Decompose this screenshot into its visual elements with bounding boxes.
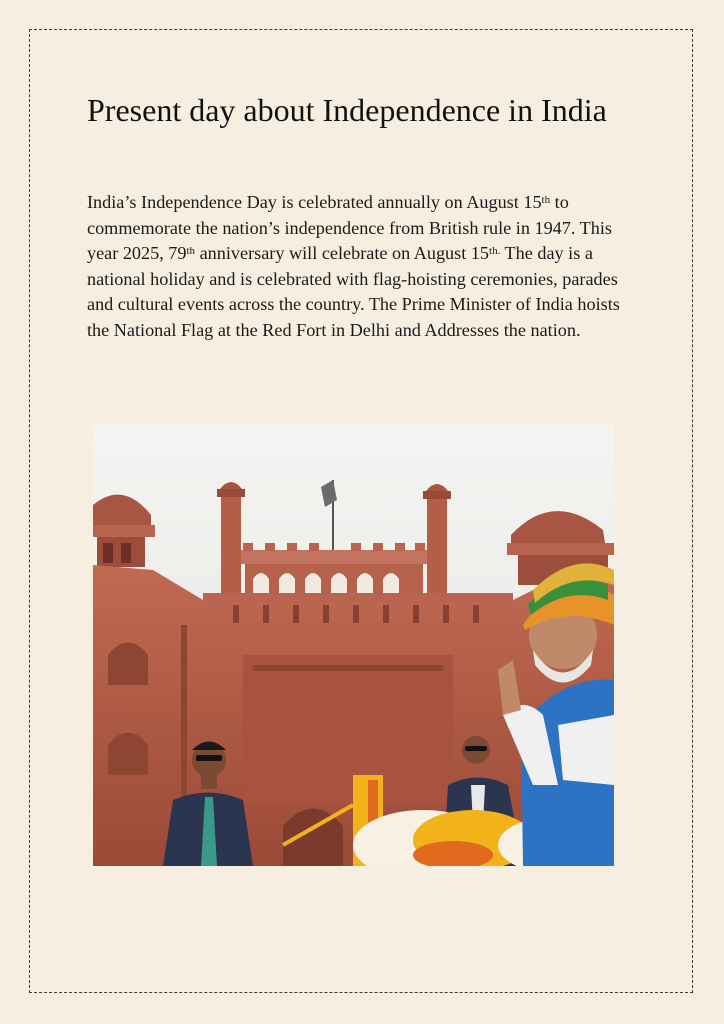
body-paragraph <box>87 190 627 344</box>
superscript-th-3: th. <box>489 245 501 258</box>
superscript-th-2: th <box>186 245 196 258</box>
left-minaret <box>217 482 245 605</box>
right-minaret <box>423 484 451 605</box>
red-fort-illustration <box>93 425 614 866</box>
paragraph-part-3: anniversary will celebrate on August 15 <box>195 243 490 264</box>
paragraph-part-4: The day is a national holiday and is celebrated with flag-hoisting ceremonies, parades and cultural events across the country. The Prime Minister of India hoists the National Flag at the Red Fort in Delhi and Addresses the nation. <box>87 243 620 340</box>
paragraph-part-1: India’s Independence Day is celebrated annually on August 15 <box>87 192 542 212</box>
superscript-th-1: th <box>541 194 551 206</box>
red-fort-photo <box>93 425 614 866</box>
paragraph-part-2: to commemorate the nation’s independence from British rule in 1947. This year 2025, 79 <box>87 192 612 264</box>
central-pavilion <box>241 543 427 599</box>
page-title: Present day about Independence in India <box>87 92 607 128</box>
